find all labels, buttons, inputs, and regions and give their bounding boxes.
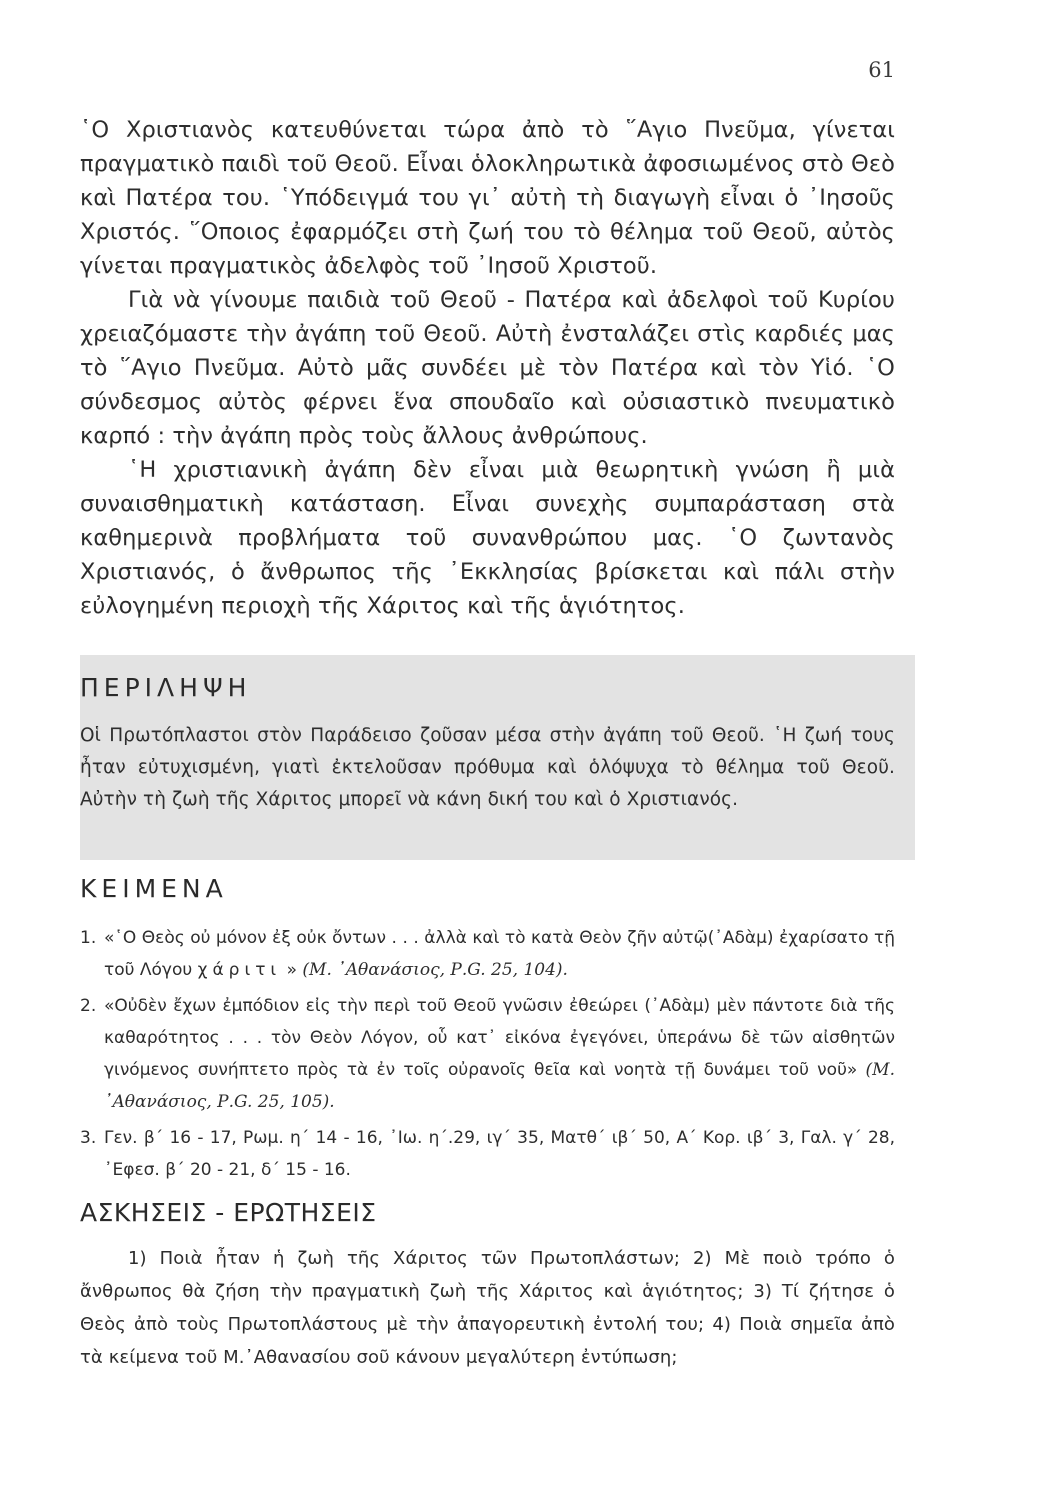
text-item-reference: (Μ. ᾽Αθανάσιος, Ρ.G. 25, 104). bbox=[302, 960, 568, 980]
text-item-quote-close: » bbox=[281, 960, 303, 980]
page-number: 61 bbox=[868, 58, 895, 82]
text-item-quote: Γεν. β´ 16 - 17, Ρωμ. η´ 14 - 16, ᾽Ιω. η´.29, ιγ´ 35, Ματθ´ ιβ´ 50, Α´ Κορ. ιβ´ 3, Γαλ. γ´ 28, ᾽Εφεσ. β´ 20 - 21, δ´ 15 - 16. bbox=[104, 1128, 895, 1180]
text-item-number: 1. bbox=[80, 928, 97, 948]
text-item-number: 3. bbox=[80, 1128, 97, 1148]
summary-section bbox=[80, 720, 895, 816]
main-text bbox=[80, 113, 895, 623]
paragraph-2: Γιὰ νὰ γίνουμε παιδιὰ τοῦ Θεοῦ - Πατέρα καὶ ἀδελφοὶ τοῦ Κυρίου χρειαζόμαστε τὴν ἀγάπη τοῦ Θεοῦ. Αὐτὴ ἐνσταλάζει στὶς καρδιές μας τὸ ῞Αγιο Πνεῦμα. Αὐτὸ μᾶς συνδέει μὲ τὸν Πατέρα καὶ τὸν Υἱό. ῾Ο σύνδεσμος αὐτὸς φέρνει ἕνα σπουδαῖο καὶ οὐσιαστικὸ πνευματικὸ καρπό : τὴν ἀγάπη πρὸς τοὺς ἄλλους ἀνθρώπους. bbox=[80, 287, 895, 449]
exercises-text: 1) Ποιὰ ἦταν ἡ ζωὴ τῆς Χάριτος τῶν Πρωτοπλάστων; 2) Μὲ ποιὸ τρόπο ὁ ἄνθρωπος θὰ ζήση τὴν πραγματικὴ ζωὴ τῆς Χάριτος καὶ ἁγιότητος; 3) Τί ζήτησε ὁ Θεὸς ἀπὸ τοὺς Πρωτοπλάστους μὲ τὴν ἀπαγορευτικὴ ἐντολή του; 4) Ποιὰ σημεῖα ἀπὸ τὰ κείμενα τοῦ Μ.᾽Αθανασίου σοῦ κάνουν μεγαλύτερη ἐντύπωση; bbox=[80, 1248, 895, 1368]
summary-text: Οἱ Πρωτόπλαστοι στὸν Παράδεισο ζοῦσαν μέσα στὴν ἀγάπη τοῦ Θεοῦ. ῾Η ζωή τους ἦταν εὐτυχισμένη, γιατὶ ἐκτελοῦσαν πρόθυμα καὶ ὁλόψυχα τὸ θέλημα τοῦ Θεοῦ. Αὐτὴν τὴ ζωὴ τῆς Χάριτος μπορεῖ νὰ κάνη δική του καὶ ὁ Χριστιανός. bbox=[80, 725, 895, 810]
text-item-quote: «῾Ο Θεὸς οὐ μόνον ἐξ οὐκ ὄντων . . . ἀλλὰ καὶ τὸ κατὰ Θεὸν ζῆν αὐτῷ(᾽Αδὰμ) ἐχαρίσατο τῇ τοῦ Λόγου bbox=[104, 928, 895, 980]
text-item-1 bbox=[80, 922, 895, 986]
text-item-quote: «Οὐδὲν ἔχων ἐμπόδιον εἰς τὴν περὶ τοῦ Θεοῦ γνῶσιν ἐθεώρει (᾽Αδὰμ) μὲν πάντοτε διὰ τῆς καθαρότητος . . . τὸν Θεὸν Λόγον, οὗ κατ᾽ εἰκόνα ἐγεγόνει, ὑπεράνω δὲ τῶν αἰσθητῶν γινόμενος συνήπτετο πρὸς τὰ ἐν τοῖς οὐρανοῖς θεῖα καὶ νοητὰ τῇ δυνάμει τοῦ νοῦ» bbox=[104, 996, 895, 1080]
text-item-3 bbox=[80, 1122, 895, 1186]
texts-title: ΚΕΙΜΕΝΑ bbox=[80, 874, 228, 903]
summary-title: ΠΕΡΙΛΗΨΗ bbox=[80, 673, 252, 702]
paragraph-1: ῾Ο Χριστιανὸς κατευθύνεται τώρα ἀπὸ τὸ ῞Αγιο Πνεῦμα, γίνεται πραγματικὸ παιδὶ τοῦ Θεοῦ. Εἶναι ὁλοκληρωτικὰ ἀφοσιωμένος στὸ Θεὸ καὶ Πατέρα του. ῾Υπόδειγμά του γι᾽ αὐτὴ τὴ διαγωγὴ εἶναι ὁ ᾽Ιησοῦς Χριστός. ῞Οποιος ἐφαρμόζει στὴ ζωή του τὸ θέλημα τοῦ Θεοῦ, αὐτὸς γίνεται πραγματικὸς ἀδελφὸς τοῦ ᾽Ιησοῦ Χριστοῦ. bbox=[80, 117, 895, 279]
text-item-number: 2. bbox=[80, 996, 97, 1016]
exercises-title: ΑΣΚΗΣΕΙΣ - ΕΡΩΤΗΣΕΙΣ bbox=[80, 1198, 377, 1227]
paragraph-3: ῾Η χριστιανικὴ ἀγάπη δὲν εἶναι μιὰ θεωρητικὴ γνώση ἢ μιὰ συναισθηματικὴ κατάσταση. Εἶναι συνεχὴς συμπαράσταση στὰ καθημερινὰ προβλήματα τοῦ συνανθρώπου μας. ῾Ο ζωντανὸς Χριστιανός, ὁ ἄνθρωπος τῆς ᾽Εκκλησίας βρίσκεται καὶ πάλι στὴν εὐλογημένη περιοχὴ τῆς Χάριτος καὶ τῆς ἁγιότητος. bbox=[80, 457, 895, 619]
text-item-spaced-word: χάριτι bbox=[197, 960, 282, 980]
exercises-section bbox=[80, 1242, 895, 1374]
text-item-2 bbox=[80, 990, 895, 1118]
texts-list bbox=[80, 922, 895, 1190]
text-item-reference: (Μ. ᾽Αθανάσιος, Ρ.G. 25, 105). bbox=[104, 1060, 895, 1112]
